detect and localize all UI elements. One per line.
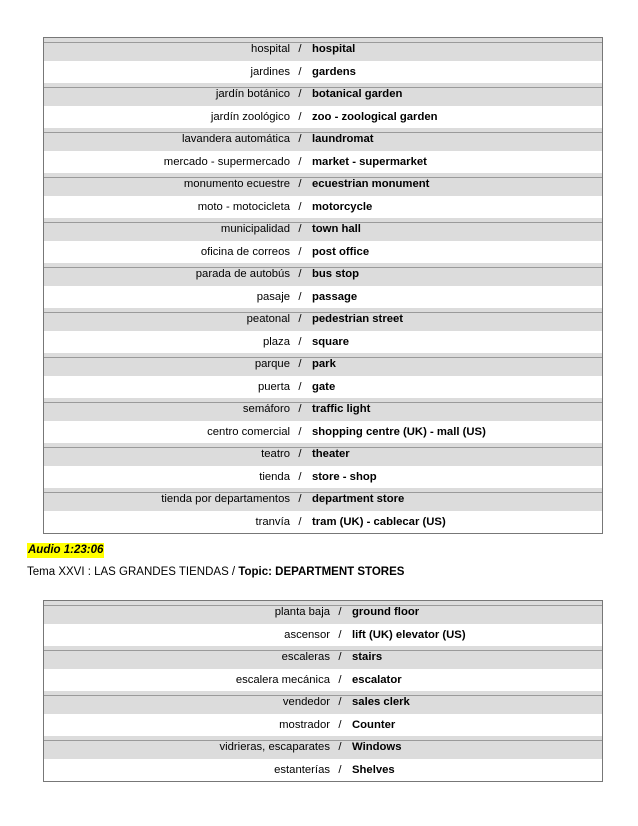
vocab-row (44, 61, 603, 84)
spanish-term: moto - motocicleta (197, 200, 290, 213)
english-term: shopping centre (UK) - mall (US) (312, 425, 486, 438)
vocab-row (44, 353, 603, 376)
separator: / (298, 155, 302, 168)
spanish-term: escaleras (44, 646, 335, 669)
separator: / (298, 335, 302, 348)
spanish-term: vendedor (44, 691, 335, 714)
vocab-row (44, 691, 603, 714)
separator: / (294, 173, 306, 196)
vocab-row (44, 624, 603, 647)
spanish-term: monumento ecuestre (44, 173, 295, 196)
separator: / (294, 488, 306, 511)
separator: / (298, 110, 302, 123)
english-term: Shelves (352, 763, 395, 776)
english-term: theater (306, 443, 603, 466)
spanish-term: jardín zoológico (210, 110, 290, 123)
english-term: stairs (346, 646, 603, 669)
spanish-term: hospital (44, 38, 295, 61)
spanish-term: tienda por departamentos (44, 488, 295, 511)
separator: / (338, 673, 342, 686)
separator: / (298, 65, 302, 78)
places-vocabulary-body (44, 38, 603, 534)
spanish-term: mercado - supermercado (163, 155, 290, 168)
department-store-vocabulary-table (43, 600, 603, 782)
spanish-term: jardines (250, 65, 290, 78)
spanish-term: teatro (44, 443, 295, 466)
separator: / (338, 718, 342, 731)
english-term: Counter (352, 718, 396, 731)
separator: / (298, 290, 302, 303)
english-term: lift (UK) elevator (US) (352, 628, 466, 641)
english-term: department store (306, 488, 603, 511)
vocab-row (44, 511, 603, 534)
separator: / (298, 200, 302, 213)
english-term: post office (312, 245, 370, 258)
topic-english: Topic: DEPARTMENT STORES (238, 566, 405, 578)
vocab-row (44, 263, 603, 286)
spanish-term: mostrador (279, 718, 330, 731)
english-term: store - shop (312, 470, 377, 483)
vocab-row (44, 714, 603, 737)
audio-timestamp: Audio 1:23:06 (28, 544, 104, 556)
english-term: traffic light (306, 398, 603, 421)
vocab-row (44, 196, 603, 219)
vocab-row (44, 646, 603, 669)
separator: / (298, 470, 302, 483)
separator: / (334, 601, 346, 624)
separator: / (298, 245, 302, 258)
vocab-row (44, 38, 603, 61)
vocab-row (44, 601, 603, 624)
english-term: zoo - zoological garden (312, 110, 438, 123)
separator: / (338, 628, 342, 641)
spanish-term: parque (44, 353, 295, 376)
vocab-row (44, 488, 603, 511)
vocab-row (44, 759, 603, 782)
topic-spanish: Tema XXVI : LAS GRANDES TIENDAS / (27, 566, 239, 578)
separator: / (334, 736, 346, 759)
spanish-term: jardín botánico (44, 83, 295, 106)
separator: / (334, 646, 346, 669)
vocab-row (44, 83, 603, 106)
english-term: park (306, 353, 603, 376)
vocab-row (44, 218, 603, 241)
separator: / (294, 263, 306, 286)
separator: / (294, 443, 306, 466)
separator: / (294, 308, 306, 331)
vocab-row (44, 376, 603, 399)
spanish-term: tranvía (255, 515, 290, 528)
english-term: bus stop (306, 263, 603, 286)
english-term: pedestrian street (306, 308, 603, 331)
vocab-row (44, 466, 603, 489)
vocab-row (44, 241, 603, 264)
spanish-term: planta baja (44, 601, 335, 624)
separator: / (298, 425, 302, 438)
separator: / (298, 515, 302, 528)
english-term: ground floor (346, 601, 603, 624)
spanish-term: ascensor (284, 628, 330, 641)
english-term: motorcycle (312, 200, 373, 213)
spanish-term: parada de autobús (44, 263, 295, 286)
spanish-term: oficina de correos (200, 245, 290, 258)
vocab-row (44, 151, 603, 174)
english-term: laundromat (306, 128, 603, 151)
vocab-row (44, 128, 603, 151)
vocab-row (44, 398, 603, 421)
english-term: hospital (306, 38, 603, 61)
separator: / (294, 218, 306, 241)
vocab-row (44, 173, 603, 196)
english-term: escalator (352, 673, 402, 686)
separator: / (294, 128, 306, 151)
spanish-term: centro comercial (207, 425, 290, 438)
english-term: town hall (306, 218, 603, 241)
separator: / (298, 380, 302, 393)
vocab-row (44, 308, 603, 331)
spanish-term: tienda (259, 470, 290, 483)
english-term: square (312, 335, 350, 348)
english-term: botanical garden (306, 83, 603, 106)
english-term: gardens (312, 65, 356, 78)
vocab-row (44, 736, 603, 759)
spanish-term: peatonal (44, 308, 295, 331)
vocab-row (44, 443, 603, 466)
separator: / (294, 398, 306, 421)
english-term: sales clerk (346, 691, 603, 714)
places-vocabulary-table (43, 37, 603, 534)
spanish-term: semáforo (44, 398, 295, 421)
english-term: passage (312, 290, 358, 303)
vocab-row (44, 331, 603, 354)
vocab-row (44, 421, 603, 444)
spanish-term: escalera mecánica (235, 673, 330, 686)
separator: / (334, 691, 346, 714)
spanish-term: municipalidad (44, 218, 295, 241)
english-term: market - supermarket (312, 155, 427, 168)
spanish-term: plaza (262, 335, 290, 348)
spanish-term: pasaje (256, 290, 290, 303)
separator: / (338, 763, 342, 776)
english-term: gate (312, 380, 336, 393)
spanish-term: puerta (257, 380, 290, 393)
spanish-term: lavandera automática (44, 128, 295, 151)
vocab-row (44, 286, 603, 309)
separator: / (294, 353, 306, 376)
separator: / (294, 38, 306, 61)
vocab-row (44, 669, 603, 692)
english-term: ecuestrian monument (306, 173, 603, 196)
separator: / (294, 83, 306, 106)
topic-heading (27, 565, 404, 580)
spanish-term: estanterías (274, 763, 330, 776)
english-term: tram (UK) - cablecar (US) (312, 515, 446, 528)
vocab-row (44, 106, 603, 129)
department-store-vocabulary-body (44, 601, 603, 782)
english-term: Windows (346, 736, 603, 759)
spanish-term: vidrieras, escaparates (44, 736, 335, 759)
